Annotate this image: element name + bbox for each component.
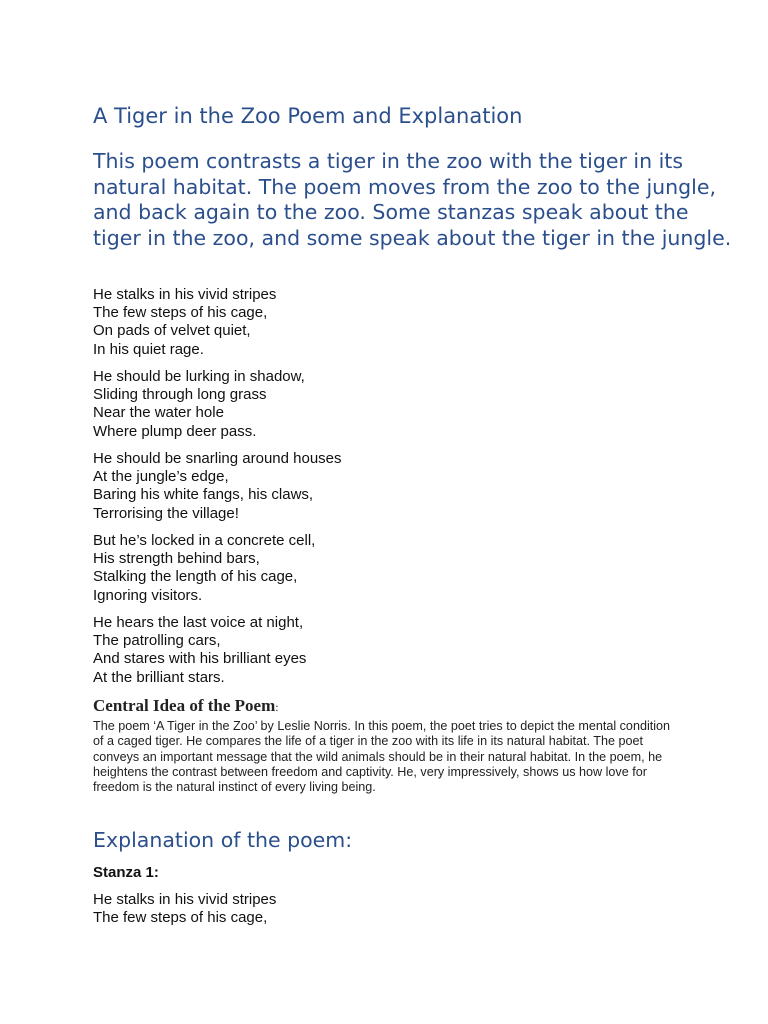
stanza-1-label: Stanza 1: [93,864,159,881]
poem-stanza-1 [93,286,276,359]
poem-line: And stares with his brilliant eyes [93,650,307,668]
poem-line: The patrolling cars, [93,632,221,650]
page-title: A Tiger in the Zoo Poem and Explanation [93,104,523,128]
poem-line: The few steps of his cage, [93,304,268,322]
central-idea-paragraph: The poem ‘A Tiger in the Zoo’ by Leslie Norris. In this poem, the poet tries to depict the mental condition of a caged tiger. He compares the life of a tiger in the zoo with its life in its natural habitat. The poet conveys an important message that the wild animals should be in their natural habitat. In the poem, he heightens the contrast between freedom and captivity. He, very impressively, shows us how love for freedom is the natural instinct of every living being. [93,719,671,795]
poem-line: Stalking the length of his cage, [93,568,298,586]
poem-line: He stalks in his vivid stripes [93,891,277,908]
poem-line: He should be snarling around houses [93,450,342,467]
central-idea-heading [93,696,279,716]
poem-stanza-4 [93,532,315,605]
poem-line: His strength behind bars, [93,550,260,568]
central-idea-heading-text: Central Idea of the Poem [93,696,276,715]
poem-line: At the brilliant stars. [93,668,225,686]
explanation-heading: Explanation of the poem: [93,828,353,852]
poem-line: In his quiet rage. [93,340,204,358]
explanation-stanza-lines [93,891,276,927]
central-idea-colon: : [275,700,279,714]
poem-line: The few steps of his cage, [93,909,268,927]
poem-stanza-3 [93,450,342,523]
poem-line: Baring his white fangs, his claws, [93,486,314,504]
intro-paragraph: This poem contrasts a tiger in the zoo with the tiger in its natural habitat. The poem moves from the zoo to the jungle, and back again to the zoo. Some stanzas speak about the tiger in the zoo, and some speak about the tiger in the jungle. [93,149,732,250]
poem-stanza-5 [93,614,306,687]
poem-line: On pads of velvet quiet, [93,322,251,340]
poem-line: At the jungle’s edge, [93,468,229,486]
poem-line: Where plump deer pass. [93,422,257,440]
poem-line: He should be lurking in shadow, [93,368,305,385]
poem-line: But he’s locked in a concrete cell, [93,532,316,549]
poem-line: Terrorising the village! [93,504,239,522]
poem-line: He hears the last voice at night, [93,614,304,631]
poem-stanza-2 [93,368,305,441]
poem-line: Ignoring visitors. [93,586,203,604]
poem-line: He stalks in his vivid stripes [93,286,277,303]
poem-line: Sliding through long grass [93,386,267,404]
poem-line: Near the water hole [93,404,224,422]
